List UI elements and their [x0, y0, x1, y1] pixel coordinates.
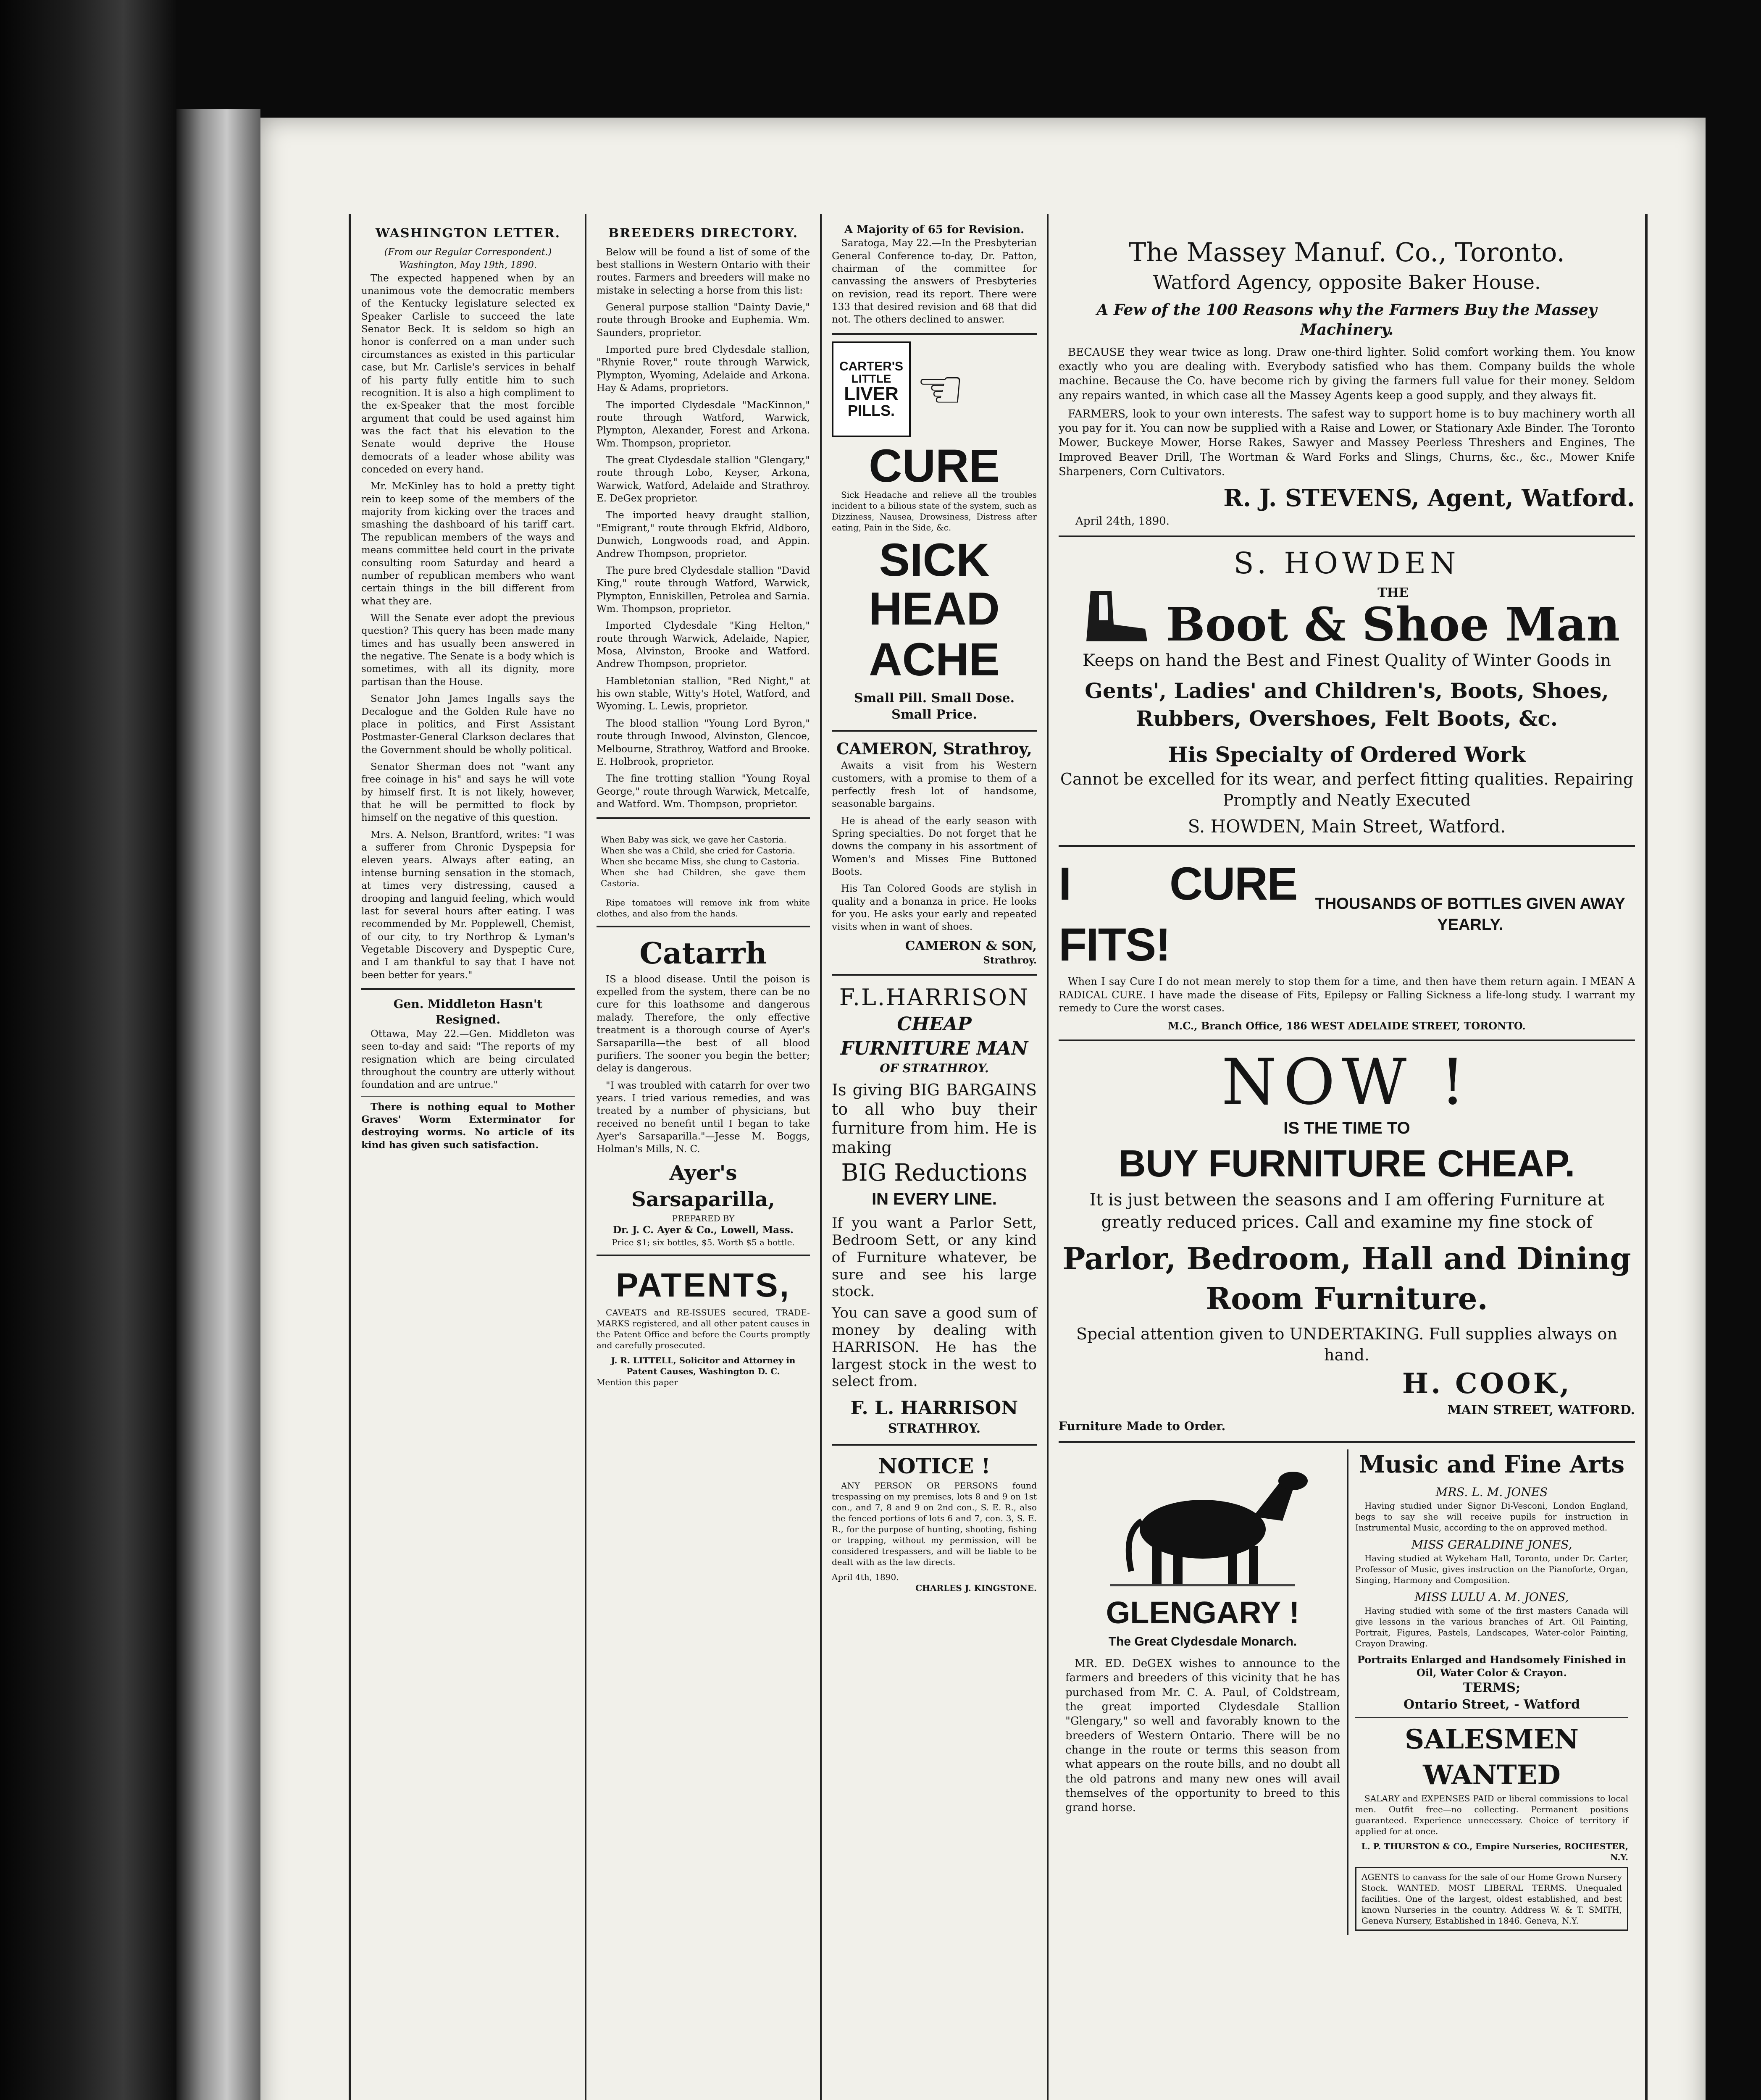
cameron-text: His Tan Colored Goods are stylish in quality and a bonanza in price. He looks for you. He asks your early and repeated visits when in want of shoes. — [832, 883, 1037, 933]
massey-sub: A Few of the 100 Reasons why the Farmers Buy the Massey Machinery. — [1096, 301, 1597, 339]
cure-word: CURE — [869, 440, 1000, 492]
breeder-entry: The imported Clydesdale "MacKinnon," route through Watford, Warwick, Plympton, Alexander, Forest and Arkona. Wm. Thompson, proprietor. — [597, 399, 810, 449]
tomato-tip: Ripe tomatoes will remove ink from white clothes, and also from the hands. — [597, 898, 810, 919]
pointing-hand-icon: ☜ — [916, 357, 965, 421]
fits-sign: M.C., Branch Office, 186 WEST ADELAIDE STREET, TORONTO. — [1168, 1019, 1526, 1032]
logo-text: LITTLE — [851, 372, 891, 385]
paragraph: Senator Sherman does not "want any free coinage in his" and says he will vote by himself first. It is not likely, however, that he will be permitted to flock by himself on the negative of this question. — [361, 761, 575, 824]
cook-made: Furniture Made to Order. — [1059, 1419, 1226, 1433]
divider — [1355, 1717, 1628, 1718]
paragraph: The expected happened when by an unanimous vote the democratic members of the Kentucky legislature selected ex Speaker Carlisle to succeed the late Senator Beck. It is seldom so high an honor is conferred on a man under such circumstances as existed in this particular case, but Mr. Carlisle's services in behalf of his party fully entitle him to such recognition. It is also a high compliment to the ex-Speaker that the most forcible argument that could be used against him was the fact that his elevation to the Senate would deprive the House democrats of a leader whose ability was conceded on every hand. — [361, 273, 575, 475]
carters-logo-row — [832, 341, 1037, 437]
glengary-sub: The Great Clydesdale Monarch. — [1108, 1634, 1297, 1648]
music-terms: TERMS; — [1463, 1680, 1521, 1695]
paragraph: Mr. McKinley has to hold a pretty tight rein to keep some of the members of the majority from kicking over the traces and smashing the dashboard of his tariff cart. The republican members of the ways and means committee held court in the private consulting room Saturday and heard a number of republican members who want certain things in the bill different from what they are. — [361, 481, 575, 607]
harrison-town: STRATHROY. — [888, 1421, 981, 1436]
cameron-sign: CAMERON & SON, — [905, 938, 1037, 953]
column-ads-right — [1049, 214, 1645, 2100]
glengary-text: MR. ED. DeGEX wishes to announce to the farmers and breeders of this vicinity that he has purchased from Mr. C. A. Paul, of Coldstream, the great imported Clydesdale Stallion "Glengary," so well and favorably known to the breeders of Western Ontario. There will be no change in the route or terms this season from what appears on the route bills, and no doubt all the old patrons and many new ones will avail themselves of the opportunity to breed to this grand horse. — [1065, 1657, 1340, 1814]
howden-goods: Gents', Ladies' and Children's, Boots, Shoes, Rubbers, Overshoes, Felt Boots, &c. — [1085, 678, 1609, 731]
column-washington-letter — [351, 214, 586, 2100]
cook-address: MAIN STREET, WATFORD. — [1447, 1403, 1635, 1418]
harrison-name: F.L.HARRISON — [839, 984, 1030, 1011]
carters-text: Sick Headache and relieve all the troubles incident to a bilious state of the system, such as Dizziness, Nausea, Drowsiness, Distress after eating, Pain in the Side, &c. — [832, 489, 1037, 533]
divider — [1059, 845, 1635, 847]
patents-note: Mention this paper — [597, 1377, 678, 1388]
music-portraits: Portraits Enlarged and Handsomely Finished in Oil, Water Color & Crayon. — [1357, 1653, 1627, 1679]
middleton-text: Ottawa, May 22.—Gen. Middleton was seen to-day and said: "The reports of my resignation which are being circulated throughout the country are utterly without foundation and are untrue." — [361, 1028, 575, 1091]
harrison-text: Is giving BIG BARGAINS to all who buy their furniture from him. He is making — [832, 1081, 1037, 1157]
breeder-entry: Imported pure bred Clydesdale stallion, "Rhynie Rover," route through Warwick, Plympton, Wyoming, Adelaide and Arkona. Hay & Adams, proprietors. — [597, 344, 810, 394]
breeder-entry: Imported Clydesdale "King Helton," route through Warwick, Adelaide, Napier, Mosa, Alvinston, Brooke and Watford. Andrew Thompson, proprietor. — [597, 620, 810, 670]
divider — [832, 974, 1037, 976]
patents-title: PATENTS, — [616, 1266, 791, 1304]
howden-text: Cannot be excelled for its wear, and perfect fitting qualities. Repairing Promptly and Neatly Executed — [1060, 769, 1633, 809]
salesmen-text: SALARY and EXPENSES PAID or liberal commissions to local men. Outfit free—no collecting. Permanent positions guaranteed. Experience unnecessary. Choice of territory if applied for at once. — [1355, 1793, 1628, 1837]
howden-the: THE — [1377, 585, 1409, 601]
paragraph: Mrs. A. Nelson, Brantford, writes: "I was a sufferer from Chronic Dyspepsia for eleven years. Always after eating, an intense burning sensation in the stomach, at times very distressing, caused a drooping and languid feeling, which would last for several hours after eating. I was recommended by Mr. Popplewell, Chemist, of our city, to try Northrop & Lyman's Vegetable Discovery and Dyspeptic Cure, and I am thankful to say that I have not been better for years." — [361, 829, 575, 981]
ayer-maker: Dr. J. C. Ayer & Co., Lowell, Mass. — [613, 1224, 794, 1236]
howden-title-row — [1059, 583, 1635, 650]
divider — [832, 730, 1037, 732]
middleton-heading: Gen. Middleton Hasn't Resigned. — [393, 997, 543, 1027]
catarrh-text: IS a blood disease. Until the poison is expelled from the system, there can be no cure for this loathsome and dangerous malady. Therefore, the only effective treatment is a thorough course of Ayer's Sarsaparilla—the best of all blood purifiers. The sooner you begin the better; delay is dangerous. — [597, 974, 810, 1074]
castoria-line: When she was a Child, she cried for Castoria. — [601, 845, 795, 856]
column-breeders-directory — [586, 214, 822, 2100]
divider — [1059, 536, 1635, 537]
divider — [361, 1096, 575, 1097]
divider — [1059, 1441, 1635, 1443]
castoria-line: When Baby was sick, we gave her Castoria. — [601, 835, 786, 845]
music-title: Music and Fine Arts — [1359, 1450, 1624, 1478]
music-ad — [1347, 1449, 1635, 1935]
catarrh-title: Catarrh — [639, 936, 767, 971]
horse-illustration — [1085, 1449, 1320, 1592]
massey-text: FARMERS, look to your own interests. The safest way to support home is to buy machinery worth all you pay for it. You can now be supplied with a Raise and Lower, or Stationary Axle Binder. The Toronto Mower, Buckeye Mower, Horse Rakes, Sawyer and Massey Peerless Threshers and Engines, The Improved Beaver Drill, The Wortman & Ward Forks and Slings, Churns, &c., &c., Mower Knife Sharpeners, Corn Cultivators. — [1059, 407, 1635, 478]
music-jones-text: Having studied under Signor Di-Vesconi, London England, begs to say she will receive pupils for instruction in Instrumental Music, according to the on approved method. — [1355, 1500, 1628, 1533]
music-lulu-text: Having studied with some of the first masters Canada will give lessons in the various branches of Art. Oil Painting, Portrait, Figures, Pastels, Landscapes, Water-color Painting, Crayon Drawing. — [1355, 1605, 1628, 1648]
breeder-entry: The imported heavy draught stallion, "Emigrant," route through Ekfrid, Aldboro, Dunwich, Longwoods road, and Appin. Andrew Thompson, proprietor. — [597, 510, 810, 559]
breeders-intro: Below will be found a list of some of the best stallions in Western Ontario with their routes. Farmers and breeders will make no mistake in selecting a horse from this list: — [597, 247, 810, 296]
catarrh-quote: "I was troubled with catarrh for over two years. I tried various remedies, and was treated by a number of physicians, but received no benefit until I began to take Ayer's Sarsaparilla."—Jesse M. Boggs, Holman's Mills, N. C. — [597, 1080, 810, 1155]
stevens-sign: R. J. STEVENS, Agent, Watford. — [1223, 484, 1635, 512]
carters-small: Small Pill. Small Dose. Small Price. — [854, 690, 1015, 722]
washington-letter-heading: WASHINGTON LETTER. — [375, 226, 561, 241]
patents-sign: J. R. LITTELL, Solicitor and Attorney in Patent Causes, Washington D. C. — [611, 1355, 796, 1377]
buy-furniture: BUY FURNITURE CHEAP. — [1118, 1143, 1575, 1185]
paragraph: Will the Senate ever adopt the previous question? This query has been made many times and has usually been answered in the negative. The Senate is a body which is sometimes, with all its dignity, more partisan than the House. — [361, 613, 575, 688]
now-sub: IS THE TIME TO — [1283, 1118, 1410, 1137]
harrison-text: You can save a good sum of money by dealing with HARRISON. He has the largest stock in the west to select from. — [832, 1305, 1037, 1390]
bottom-ads-row — [1059, 1449, 1635, 1935]
music-geraldine-text: Having studied at Wykeham Hall, Toronto, under Dr. Carter, Professor of Music, gives instruction on the Pianoforte, Organ, Singing, Harmony and Composition. — [1355, 1553, 1628, 1585]
fits-text: When I say Cure I do not mean merely to stop them for a time, and then have them return again. I MEAN A RADICAL CURE. I have made the disease of Fits, Epilepsy or Falling Sickness a life-long study. I warrant my remedy to Cure the worst cases. — [1059, 975, 1635, 1014]
newspaper-page — [260, 118, 1706, 2100]
logo-text: LIVER — [844, 383, 899, 404]
howden-special: His Specialty of Ordered Work — [1168, 742, 1526, 767]
breeder-entry: General purpose stallion "Dainty Davie," route through Brooke and Euphemia. Wm. Saunders, proprietor. — [597, 302, 810, 339]
fits-big: I CURE FITS! — [1059, 858, 1297, 971]
ache-word: ACHE — [869, 633, 1000, 685]
notice-title: NOTICE ! — [878, 1453, 991, 1478]
graves-text: There is nothing equal to Mother Graves' Worm Exterminator for destroying worms. No article of its kind has given such satisfaction. — [361, 1101, 575, 1151]
harrison-big: BIG Reductions — [841, 1159, 1028, 1186]
breeder-entry: The pure bred Clydesdale stallion "David King," route through Watford, Warwick, Plympton, Enniskillen, Petrolea and Sarnia. Wm. Thompson, proprietor. — [597, 565, 810, 614]
patents-text: CAVEATS and RE-ISSUES secured, TRADE-MARKS registered, and all other patent causes in the Patent Office and before the Courts promptly and carefully prosecuted. — [597, 1307, 810, 1351]
salesmen-sign: L. P. THURSTON & CO., Empire Nurseries, ROCHESTER, N.Y. — [1361, 1841, 1628, 1863]
page-columns — [349, 214, 1648, 2100]
agents-ad: AGENTS to canvass for the sale of our Home Grown Nursery Stock. WANTED. MOST LIBERAL TERMS. Unequaled facilities. One of the largest, oldest established, and best known Nurseries in the country. Address W. & T. SMITH, Geneva Nursery, Established in 1846. Geneva, N.Y. — [1355, 1867, 1628, 1931]
harrison-cheap: CHEAP FURNITURE MAN — [840, 1013, 1028, 1060]
breeder-entry: The fine trotting stallion "Young Royal George," route through Warwick, Metcalfe, and Watford. Wm. Thompson, proprietor. — [597, 773, 810, 810]
logo-text: CARTER'S — [839, 359, 904, 373]
howden-keeps: Keeps on hand the Best and Finest Quality of Winter Goods in — [1082, 651, 1611, 670]
ayer-price: Price $1; six bottles, $5. Worth $5 a bottle. — [612, 1237, 795, 1247]
sick-word: SICK — [879, 534, 990, 586]
carters-logo — [832, 341, 911, 437]
majority-heading: A Majority of 65 for Revision. — [844, 223, 1025, 236]
music-rooms: Ontario Street, - Watford — [1403, 1697, 1580, 1712]
breeder-entry: Hambletonian stallion, "Red Night," at his own stable, Witty's Hotel, Watford, and Wyoming. L. Lewis, proprietor. — [597, 675, 810, 712]
howden-sign: S. HOWDEN, Main Street, Watford. — [1188, 816, 1506, 837]
byline: (From our Regular Correspondent.) — [384, 247, 552, 257]
music-lulu: MISS LULU A. M. JONES, — [1414, 1590, 1569, 1604]
massey-title: The Massey Manuf. Co., Toronto. — [1128, 237, 1565, 268]
horse-icon — [1085, 1449, 1320, 1592]
stevens-date: April 24th, 1890. — [1075, 515, 1170, 528]
divider — [597, 926, 810, 927]
cook-text: It is just between the seasons and I am offering Furniture at greatly reduced prices. Call and examine my fine stock of — [1089, 1190, 1604, 1232]
cameron-town: Strathroy. — [983, 955, 1037, 966]
castoria-ad — [597, 826, 810, 897]
logo-text: PILLS. — [847, 402, 895, 419]
harrison-every: IN EVERY LINE. — [872, 1190, 997, 1209]
cure-fits-ad — [1059, 853, 1635, 975]
boot-icon — [1074, 583, 1158, 650]
divider — [1059, 1040, 1635, 1041]
harrison-of: OF STRATHROY. — [880, 1061, 989, 1076]
now-heading: NOW ! — [1221, 1045, 1472, 1119]
ayer-title: Ayer's Sarsaparilla, — [631, 1161, 775, 1212]
scan-background — [0, 0, 176, 2100]
howden-title: Boot & Shoe Man — [1166, 597, 1620, 651]
salesmen-title: SALESMEN WANTED — [1405, 1724, 1579, 1791]
castoria-line: When she became Miss, she clung to Castoria. — [601, 856, 799, 867]
music-jones: MRS. L. M. JONES — [1435, 1485, 1548, 1499]
cameron-text: He is ahead of the early season with Spring specialties. Do not forget that he downs the company in his assortment of Women's and Misses Fine Buttoned Boots. — [832, 815, 1037, 878]
column-ads-middle — [822, 214, 1049, 2100]
paragraph: Senator John James Ingalls says the Decalogue and the Golden Rule have no place in politics, and First Assistant Postmaster-General Clarkson declares that the Government should be wholly political. — [361, 693, 575, 756]
massey-agency: Watford Agency, opposite Baker House. — [1153, 270, 1541, 294]
glengary-title: GLENGARY ! — [1106, 1595, 1300, 1630]
harrison-text: If you want a Parlor Sett, Bedroom Sett, or any kind of Furniture whatever, be sure and see his large stock. — [832, 1215, 1037, 1300]
divider — [832, 333, 1037, 335]
ayer-prepared: PREPARED BY — [672, 1213, 735, 1224]
divider — [361, 988, 575, 990]
divider — [597, 1255, 810, 1256]
glengary-ad — [1059, 1449, 1347, 1935]
harrison-name-2: F. L. HARRISON — [850, 1397, 1018, 1419]
cook-rooms: Parlor, Bedroom, Hall and Dining Room Furniture. — [1062, 1240, 1631, 1316]
breeder-entry: The great Clydesdale stallion "Glengary," route through Lobo, Keyser, Arkona, Warwick, Watford, Adelaide and Strathroy. E. DeGex proprietor. — [597, 454, 810, 504]
cook-special: Special attention given to UNDERTAKING. Full supplies always on hand. — [1076, 1324, 1617, 1365]
head-word: HEAD — [869, 583, 1000, 635]
majority-text: Saratoga, May 22.—In the Presbyterian General Conference to-day, Dr. Patton, chairman of the committee for canvassing the answers of Presbyteries on revision, read its report. There were 133 that desired revision and 68 that did not. The others declined to answer. — [832, 238, 1037, 326]
notice-sign: CHARLES J. KINGSTONE. — [915, 1583, 1037, 1593]
divider — [597, 817, 810, 819]
notice-text: ANY PERSON OR PERSONS found trespassing on my premises, lots 8 and 9 on 1st con., and 7, 8 and 9 on 2nd con., S. E. R., also the fenced portions of lots 6 and 7, con. 3, S. E. R., for the purpose of hunting, shooting, fishing or trapping, without my permission, will be considered trespassers, and will be liable to be dealt with as the law directs. — [832, 1480, 1037, 1567]
breeders-heading: BREEDERS DIRECTORY. — [608, 226, 799, 241]
book-binding — [176, 109, 260, 2100]
breeder-entry: The blood stallion "Young Lord Byron," route through Inwood, Alvinston, Glencoe, Melbourne, Strathroy, Watford and Brooke. E. Holbrook, proprietor. — [597, 718, 810, 767]
howden-name: S. HOWDEN — [1233, 546, 1460, 580]
music-geraldine: MISS GERALDINE JONES, — [1411, 1537, 1572, 1551]
divider — [832, 1444, 1037, 1446]
cook-name: H. COOK, — [1402, 1367, 1572, 1400]
fits-sub: THOUSANDS OF BOTTLES GIVEN AWAY YEARLY. — [1315, 895, 1625, 934]
dateline: Washington, May 19th, 1890. — [399, 260, 537, 270]
cameron-text: Awaits a visit from his Western customers, with a promise to them of a perfectly fresh lot of handsome, seasonable bargains. — [832, 760, 1037, 810]
massey-text: BECAUSE they wear twice as long. Draw one-third lighter. Solid comfort working them. You know exactly who you are dealing with. Everybody satisfied who has them. Company builds the whole machine. Because the Co. have become rich by giving the farmers full value for their money. Seldom any repairs wanted, in which case all the Massey Agents keep a good supply, and they always fit. — [1059, 346, 1635, 402]
castoria-line: When she had Children, she gave them Castoria. — [601, 867, 806, 889]
notice-date: April 4th, 1890. — [832, 1572, 899, 1582]
cameron-heading: CAMERON, Strathroy, — [836, 739, 1033, 759]
